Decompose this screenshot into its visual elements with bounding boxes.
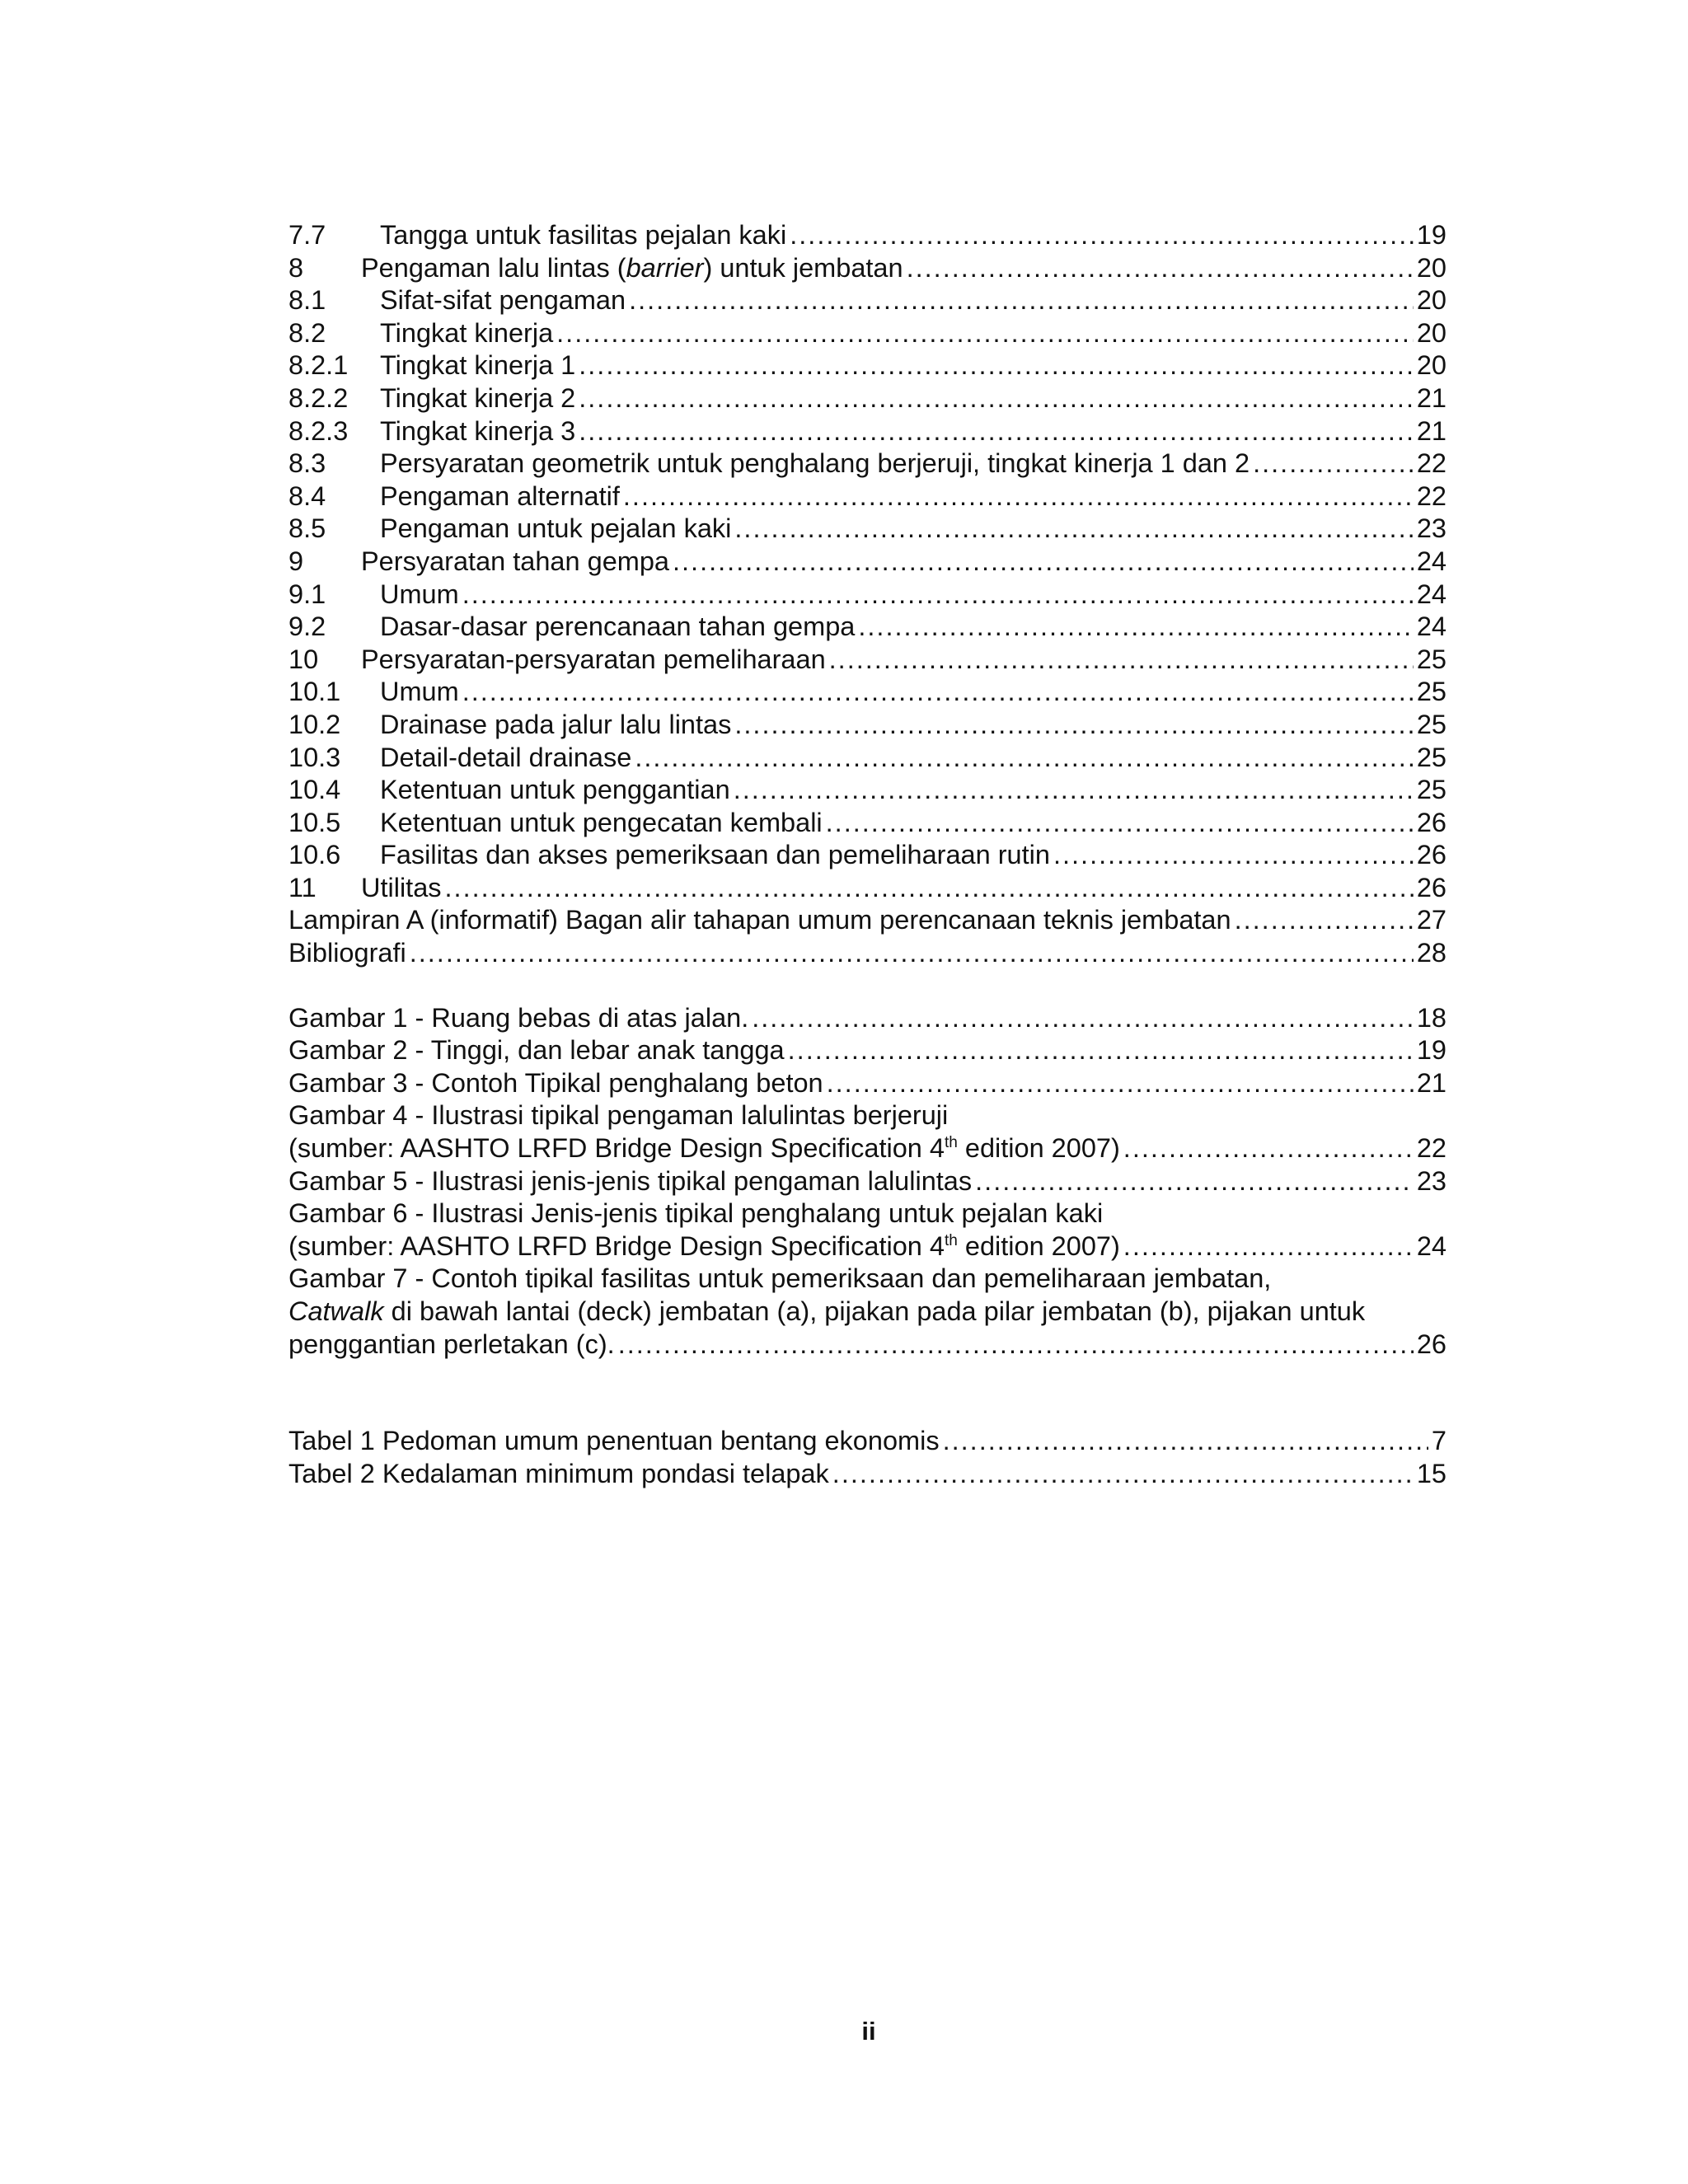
dot-leader: [618, 1329, 1414, 1361]
figure-entry-7-line-1[interactable]: Gambar 7 - Contoh tipikal fasilitas untuk pemeriksaan dan pemeliharaan jembatan,: [288, 1263, 1272, 1294]
toc-entry-10[interactable]: [288, 644, 1447, 677]
toc-entry-8-2[interactable]: [288, 317, 1447, 350]
toc-page: 23: [1416, 513, 1447, 544]
toc-title: Pengaman untuk pejalan kaki: [380, 513, 732, 544]
toc-number: 8.5: [288, 513, 326, 544]
toc-title: Umum: [380, 579, 459, 609]
dot-leader: [734, 774, 1414, 807]
toc-entry-8-2-1[interactable]: [288, 349, 1447, 382]
figure-page: 26: [1416, 1329, 1447, 1359]
toc-page: 20: [1416, 317, 1447, 348]
toc-entry-8-2-3[interactable]: [288, 415, 1447, 448]
table-entry-2[interactable]: [288, 1458, 1447, 1491]
toc-entry-8-1[interactable]: [288, 284, 1447, 317]
toc-entry-8-4[interactable]: [288, 480, 1447, 513]
figure-entry-4-line-2[interactable]: [288, 1132, 1447, 1165]
figure-title: Gambar 1 - Ruang bebas di atas jalan.: [288, 1002, 749, 1033]
figure-page: 18: [1416, 1002, 1447, 1033]
toc-title: Persyaratan-persyaratan pemeliharaan: [361, 644, 826, 674]
toc-page: 22: [1416, 480, 1447, 511]
figure-title: penggantian perletakan (c).: [288, 1329, 615, 1359]
dot-leader: [623, 480, 1414, 513]
toc-number: 8: [288, 252, 304, 283]
dot-leader: [907, 252, 1414, 285]
figure-page: 21: [1416, 1067, 1447, 1098]
figure-title: Gambar 2 - Tinggi, dan lebar anak tangga: [288, 1035, 785, 1066]
toc-title: Tingkat kinerja 3: [380, 415, 576, 446]
toc-number: 9: [288, 546, 304, 576]
dot-leader: [788, 1034, 1414, 1067]
toc-number: 8.2.2: [288, 382, 349, 413]
figure-page: 22: [1416, 1133, 1447, 1164]
toc-number: 8.2.3: [288, 415, 349, 446]
toc-page: 20: [1416, 252, 1447, 283]
toc-title: Lampiran A (informatif) Bagan alir tahapan umum perencanaan teknis jembatan: [288, 905, 1231, 935]
figure-title: Gambar 3 - Contoh Tipikal penghalang beton: [288, 1067, 823, 1098]
toc-title: Drainase pada jalur lalu lintas: [380, 709, 732, 739]
dot-leader: [734, 513, 1413, 546]
toc-entry-8-3[interactable]: [288, 448, 1447, 480]
toc-title: Umum: [380, 677, 459, 707]
toc-number: 10.4: [288, 775, 341, 805]
toc-page: 22: [1416, 448, 1447, 479]
figure-entry-3[interactable]: [288, 1067, 1447, 1100]
toc-title: Bibliografi: [288, 938, 406, 968]
toc-page: 25: [1416, 644, 1447, 674]
dot-leader: [462, 676, 1414, 709]
toc-page: 24: [1416, 579, 1447, 609]
toc-number: 8.4: [288, 480, 326, 511]
toc-title: Pengaman alternatif: [380, 480, 620, 511]
dot-leader: [829, 644, 1414, 677]
toc-title: Utilitas: [361, 872, 442, 902]
toc-title: Fasilitas dan akses pemeriksaan dan pemeliharaan rutin: [380, 840, 1050, 870]
page-number: ii: [861, 2017, 876, 2046]
figure-entry-6-line-2[interactable]: [288, 1230, 1447, 1263]
toc-title: Tangga untuk fasilitas pejalan kaki: [380, 220, 787, 250]
toc-title: Pengaman lalu lintas (barrier) untuk jembatan: [361, 252, 903, 283]
figure-title: (sumber: AASHTO LRFD Bridge Design Specification 4th edition 2007): [288, 1133, 1120, 1164]
toc-entry-8-2-2[interactable]: [288, 382, 1447, 415]
dot-leader: [445, 872, 1414, 905]
toc-entry-bibliografi[interactable]: [288, 937, 1447, 970]
toc-title: Detail-detail drainase: [380, 742, 632, 772]
table-title: Tabel 2 Kedalaman minimum pondasi telapak: [288, 1458, 829, 1488]
toc-page: 20: [1416, 285, 1447, 316]
toc-title: Tingkat kinerja 2: [380, 382, 576, 413]
spacer: [288, 1361, 1447, 1425]
table-entry-1[interactable]: [288, 1425, 1447, 1458]
toc-number: 10.6: [288, 840, 341, 870]
figure-page: 24: [1416, 1230, 1447, 1261]
table-of-contents: [288, 219, 1447, 1490]
toc-page: 25: [1416, 677, 1447, 707]
table-page: 15: [1416, 1458, 1447, 1488]
dot-leader: [579, 349, 1414, 382]
figure-title: Gambar 5 - Ilustrasi jenis-jenis tipikal pengaman lalulintas: [288, 1165, 973, 1196]
toc-number: 8.1: [288, 285, 326, 316]
dot-leader: [734, 709, 1413, 742]
table-list: [288, 1425, 1447, 1490]
toc-page: 21: [1416, 382, 1447, 413]
toc-number: 7.7: [288, 220, 326, 250]
dot-leader: [827, 1067, 1414, 1100]
figure-list: [288, 1002, 1447, 1361]
toc-entry-7-7[interactable]: [288, 219, 1447, 252]
table-page: 7: [1431, 1426, 1447, 1456]
dot-leader: [629, 284, 1414, 317]
dot-leader: [579, 382, 1414, 415]
toc-title: Persyaratan tahan gempa: [361, 546, 669, 576]
dot-leader: [752, 1002, 1414, 1035]
toc-number: 10.5: [288, 807, 341, 837]
spacer: [288, 970, 1447, 1002]
toc-number: 10.1: [288, 677, 341, 707]
toc-page: 20: [1416, 350, 1447, 381]
dot-leader: [858, 611, 1413, 644]
toc-title: Persyaratan geometrik untuk penghalang berjeruji, tingkat kinerja 1 dan 2: [380, 448, 1250, 479]
dot-leader: [410, 937, 1414, 970]
toc-number: 8.3: [288, 448, 326, 479]
figure-entry-1[interactable]: [288, 1002, 1447, 1035]
toc-entry-10-1[interactable]: [288, 676, 1447, 709]
toc-title: Dasar-dasar perencanaan tahan gempa: [380, 612, 856, 642]
toc-page: 19: [1416, 220, 1447, 250]
toc-number: 10.2: [288, 709, 341, 739]
dot-leader: [832, 1458, 1414, 1491]
toc-page: 27: [1416, 905, 1447, 935]
toc-entry-10-4[interactable]: [288, 774, 1447, 807]
dot-leader: [975, 1165, 1414, 1198]
figure-page: 19: [1416, 1035, 1447, 1066]
toc-entry-10-3[interactable]: [288, 742, 1447, 775]
dot-leader: [556, 317, 1414, 350]
figure-entry-6-line-1[interactable]: Gambar 6 - Ilustrasi Jenis-jenis tipikal penghalang untuk pejalan kaki: [288, 1198, 1104, 1229]
toc-page: 25: [1416, 742, 1447, 772]
toc-title: Sifat-sifat pengaman: [380, 285, 626, 316]
figure-entry-5[interactable]: [288, 1165, 1447, 1198]
toc-page: 26: [1416, 840, 1447, 870]
dot-leader: [1123, 1230, 1414, 1263]
toc-entry-10-6[interactable]: [288, 839, 1447, 872]
toc-number: 10.3: [288, 742, 341, 772]
toc-entry-8-5[interactable]: [288, 513, 1447, 546]
toc-number: 9.1: [288, 579, 326, 609]
toc-page: 21: [1416, 415, 1447, 446]
toc-page: 28: [1416, 938, 1447, 968]
figure-page: 23: [1416, 1165, 1447, 1196]
figure-entry-7-line-3[interactable]: [288, 1329, 1447, 1361]
figure-entry-7-line-2[interactable]: Catwalk di bawah lantai (deck) jembatan (a), pijakan pada pilar jembatan (b), pijakan untuk: [288, 1296, 1366, 1326]
toc-entry-10-2[interactable]: [288, 709, 1447, 742]
toc-entry-11[interactable]: [288, 872, 1447, 905]
toc-entry-8[interactable]: [288, 252, 1447, 285]
dot-leader: [1235, 904, 1414, 937]
toc-page: 24: [1416, 546, 1447, 576]
toc-entry-10-5[interactable]: [288, 807, 1447, 840]
dot-leader: [673, 546, 1414, 579]
toc-page: 24: [1416, 612, 1447, 642]
figure-entry-4-line-1[interactable]: Gambar 4 - Ilustrasi tipikal pengaman lalulintas berjeruji: [288, 1100, 949, 1131]
dot-leader: [1053, 839, 1414, 872]
toc-page: 25: [1416, 775, 1447, 805]
toc-entry-lampiran-a[interactable]: [288, 904, 1447, 937]
dot-leader: [826, 807, 1414, 840]
toc-title: Tingkat kinerja: [380, 317, 554, 348]
toc-number: 8.2: [288, 317, 326, 348]
toc-entry-9[interactable]: [288, 546, 1447, 579]
section-list: [288, 219, 1447, 970]
toc-title: Ketentuan untuk penggantian: [380, 775, 730, 805]
toc-entry-9-2[interactable]: [288, 611, 1447, 644]
toc-page: 26: [1416, 872, 1447, 902]
dot-leader: [1253, 448, 1414, 480]
dot-leader: [790, 219, 1414, 252]
figure-title: (sumber: AASHTO LRFD Bridge Design Specification 4th edition 2007): [288, 1230, 1120, 1261]
figure-entry-2[interactable]: [288, 1034, 1447, 1067]
toc-number: 11: [288, 872, 316, 902]
toc-number: 10: [288, 644, 319, 674]
toc-number: 8.2.1: [288, 350, 349, 381]
dot-leader: [462, 579, 1414, 612]
dot-leader: [579, 415, 1414, 448]
dot-leader: [1123, 1132, 1414, 1165]
toc-number: 9.2: [288, 612, 326, 642]
dot-leader: [943, 1425, 1428, 1458]
dot-leader: [635, 742, 1414, 775]
toc-page: 25: [1416, 709, 1447, 739]
table-title: Tabel 1 Pedoman umum penentuan bentang ekonomis: [288, 1426, 940, 1456]
toc-title: Ketentuan untuk pengecatan kembali: [380, 807, 823, 837]
toc-title: Tingkat kinerja 1: [380, 350, 576, 381]
toc-page: 26: [1416, 807, 1447, 837]
toc-entry-9-1[interactable]: [288, 579, 1447, 612]
